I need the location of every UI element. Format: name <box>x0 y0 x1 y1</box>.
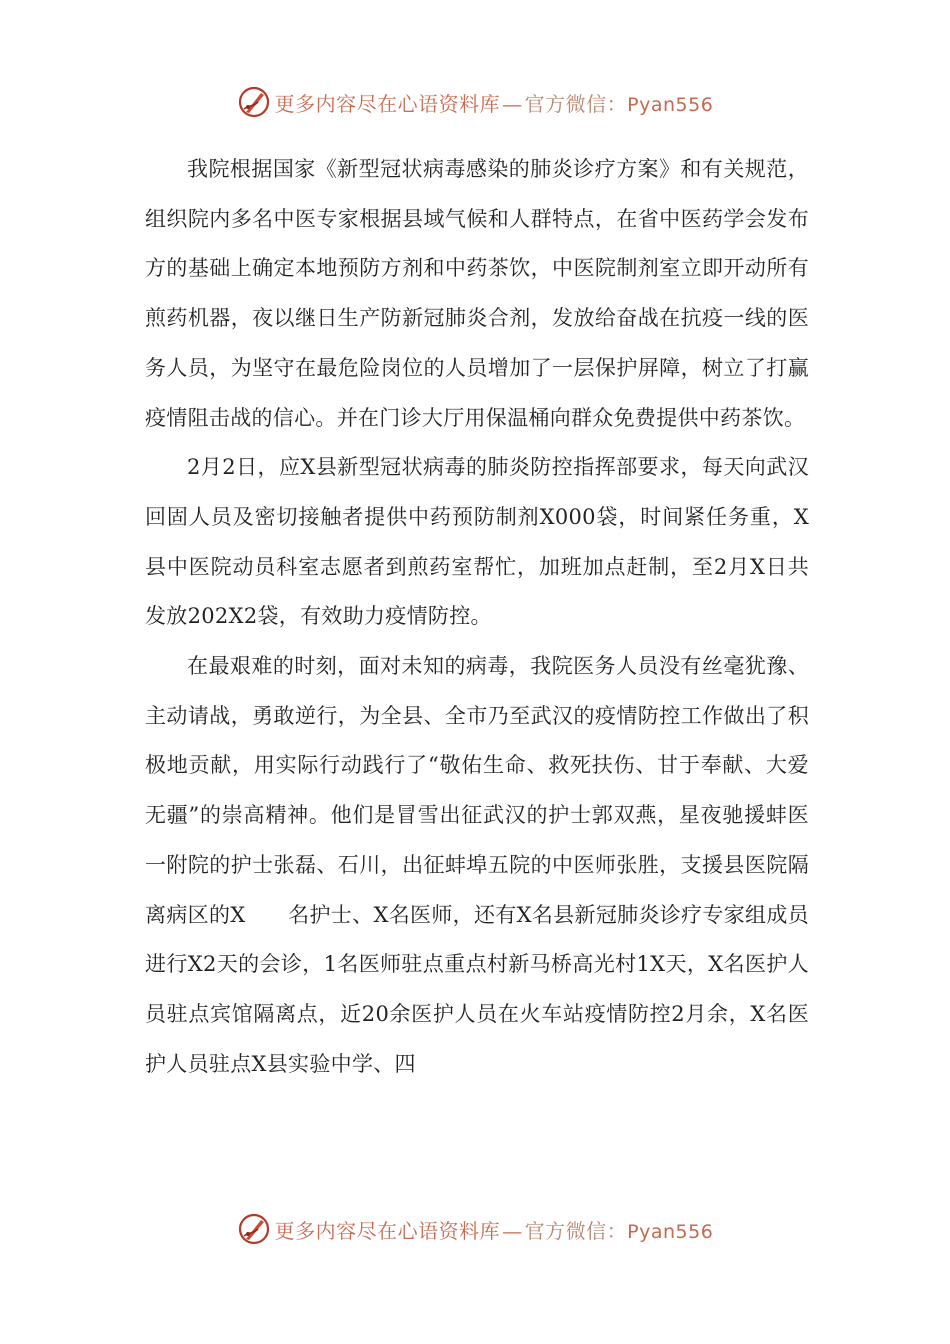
footer-banner <box>0 1209 950 1249</box>
paragraph-2: 2月2日，应X县新型冠状病毒的肺炎防控指挥部要求，每天向武汉回固人员及密切接触者提供中药预防制剂X000袋，时间紧任务重，X县中医院动员科室志愿者到煎药室帮忙，加班加点赶制，至2月X日共发放202X2袋，有效助力疫情防控。 <box>145 455 809 629</box>
footer-wechat-id: Pyan556 <box>627 1220 714 1243</box>
footer-banner-dash: — <box>502 1218 523 1243</box>
quill-logo-icon <box>237 1212 271 1246</box>
header-wechat-id: Pyan556 <box>627 93 714 116</box>
header-banner-dash: — <box>502 91 523 116</box>
header-banner-title: 更多内容尽在心语资料库 <box>274 91 501 116</box>
document-body <box>145 145 809 1089</box>
footer-banner-title: 更多内容尽在心语资料库 <box>274 1218 501 1243</box>
paragraph-1: 我院根据国家《新型冠状病毒感染的肺炎诊疗方案》和有关规范，组织院内多名中医专家根据县域气候和人群特点，在省中医药学会发布方的基础上确定本地预防方剂和中药茶饮，中医院制剂室立即开动所有煎药机器，夜以继日生产防新冠肺炎合剂，发放给奋战在抗疫一线的医务人员，为坚守在最危险岗位的人员增加了一层保护屏障，树立了打赢疫情阻击战的信心。并在门诊大厅用保温桶向群众免费提供中药茶饮。 <box>145 157 809 430</box>
header-wechat-label: 官方微信： <box>524 91 628 116</box>
paragraph-3: 在最艰难的时刻，面对未知的病毒，我院医务人员没有丝毫犹豫、主动请战，勇敢逆行，为全县、全市乃至武汉的疫情防控工作做出了积极地贡献，用实际行动践行了“敬佑生命、救死扶伤、甘于奉献、大爱无疆”的崇高精神。他们是冒雪出征武汉的护士郭双燕，星夜驰援蚌医一附院的护士张磊、石川，出征蚌埠五院的中医师张胜，支援县医院隔离病区的X 名护士、X名医师，还有X名县新冠肺炎诊疗专家组成员进行X2天的会诊，1名医师驻点重点村新马桥高光村1X天，X名医护人员驻点宾馆隔离点，近20余医护人员在火车站疫情防控2月余，X名医护人员驻点X县实验中学、四 <box>145 654 809 1076</box>
header-banner <box>0 82 950 122</box>
footer-wechat-label: 官方微信： <box>524 1218 628 1243</box>
header-banner-text <box>275 88 714 117</box>
quill-logo-icon <box>237 85 271 119</box>
footer-banner-text <box>275 1215 714 1244</box>
